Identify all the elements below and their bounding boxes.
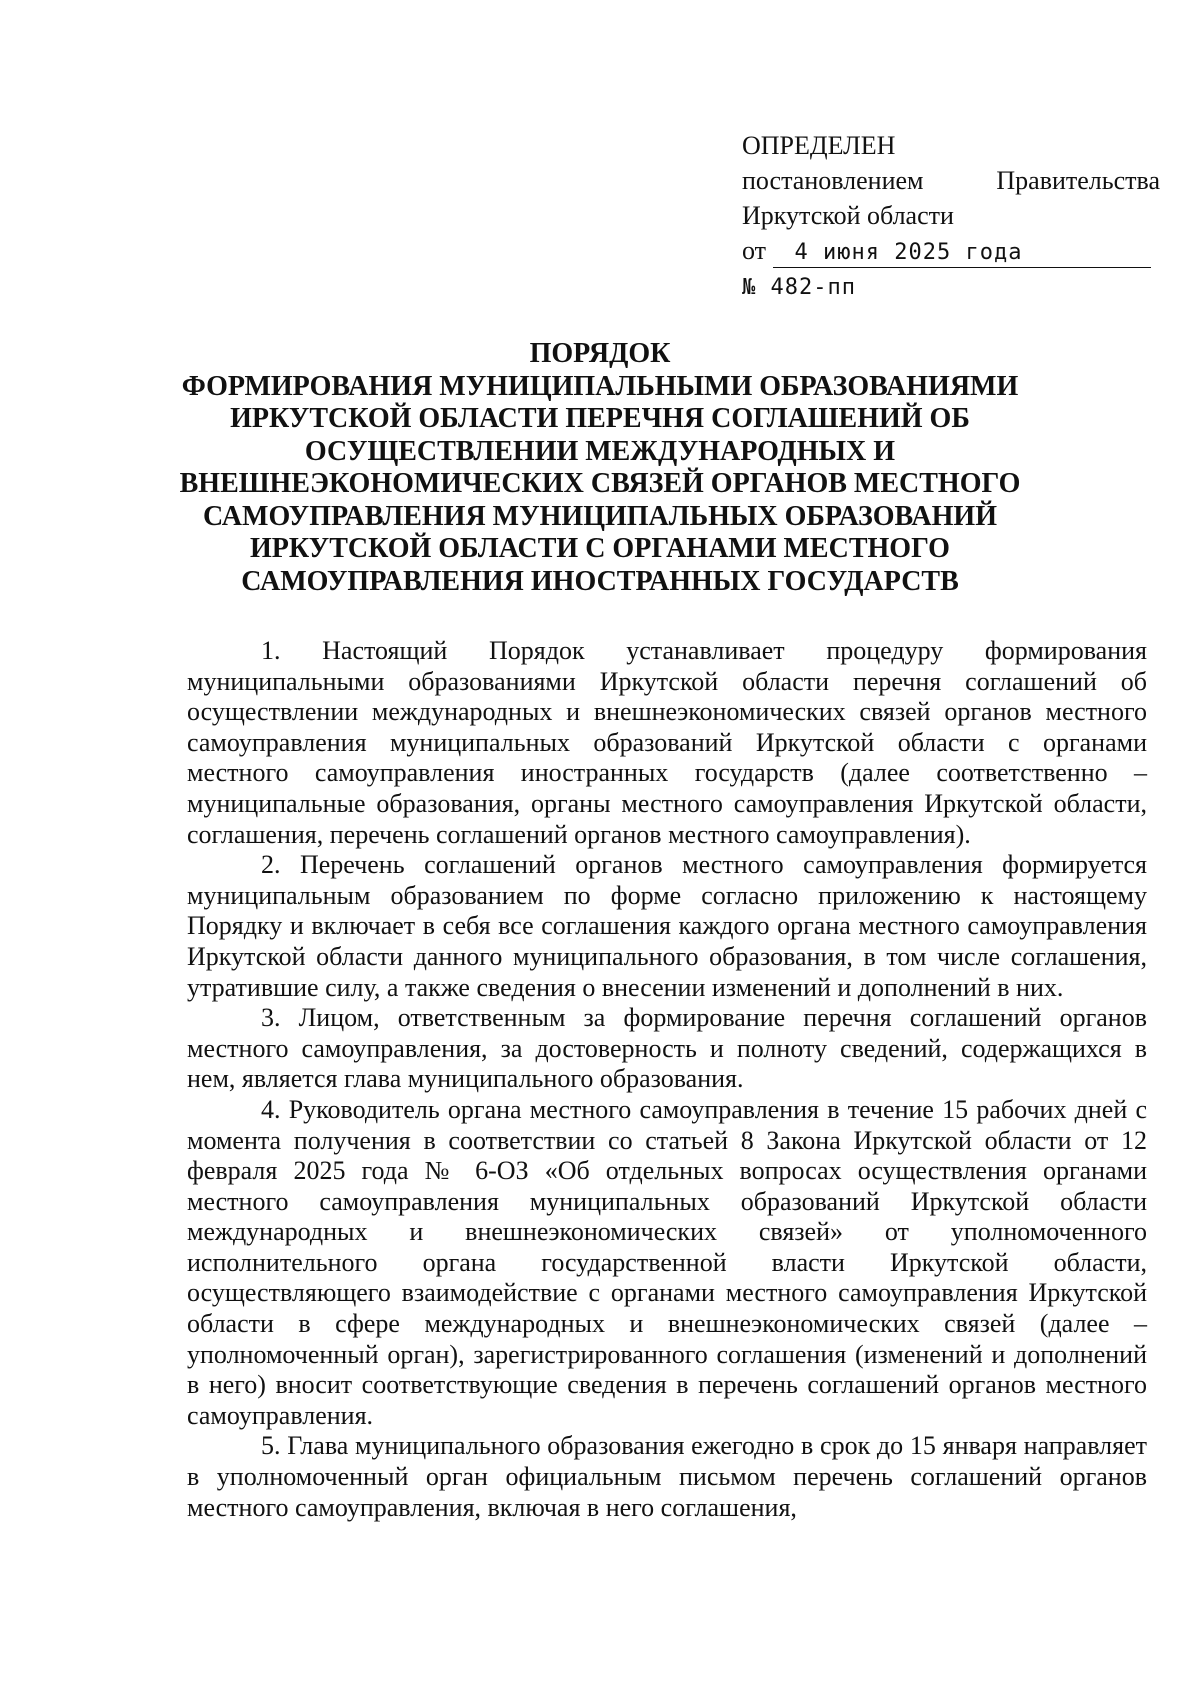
approval-block: [742, 128, 1162, 305]
approval-date-line: [742, 233, 1162, 268]
paragraph-1: 1. Настоящий Порядок устанавливает процедуру формирования муниципальными образованиями Иркутской области перечня соглашений об осуществлении международных и внешнеэкономических связей органов местного самоуправления муниципальных образований Иркутской области с органами местного самоуправления иностранных государств (далее соответственно – муниципальные образования, органы местного самоуправления Иркутской области, соглашения, перечень соглашений органов местного самоуправления).: [187, 636, 1147, 849]
title-line: ВНЕШНЕЭКОНОМИЧЕСКИХ СВЯЗЕЙ ОРГАНОВ МЕСТНОГО: [179, 468, 1021, 499]
title-line: ОСУЩЕСТВЛЕНИИ МЕЖДУНАРОДНЫХ И: [304, 435, 896, 467]
approval-region: Иркутской области: [742, 201, 954, 230]
title-line: ИРКУТСКОЙ ОБЛАСТИ С ОРГАНАМИ МЕСТНОГО: [250, 533, 950, 564]
approval-determined: ОПРЕДЕЛЕН: [742, 131, 896, 160]
paragraph-2: 2. Перечень соглашений органов местного самоуправления формируется муниципальным образованием по форме согласно приложению к настоящему Порядку и включает в себя все соглашения каждого органа местного самоуправления Иркутской области данного муниципального образования, в том числе соглашения, утратившие силу, а также сведения о внесении изменений и дополнений в них.: [187, 850, 1147, 1002]
document-title: [100, 338, 1100, 598]
document-body: [187, 636, 1147, 1523]
paragraph-5: 5. Глава муниципального образования ежегодно в срок до 15 января направляет в уполномоченный орган официальным письмом перечень соглашений органов местного самоуправления, включая в него соглашения,: [187, 1431, 1147, 1522]
approval-date: 4 июня 2025 года: [773, 239, 1151, 268]
approval-by-resolution: постановлением: [742, 166, 924, 195]
paragraph-3: 3. Лицом, ответственным за формирование перечня соглашений органов местного самоуправления, за достоверность и полноту сведений, содержащихся в нем, является глава муниципального образования.: [187, 1003, 1147, 1094]
approval-number: № 482-пп: [742, 275, 856, 300]
title-line: САМОУПРАВЛЕНИЯ ИНОСТРАННЫХ ГОСУДАРСТВ: [241, 565, 959, 597]
title-line: ПОРЯДОК: [529, 338, 671, 369]
title-line: САМОУПРАВЛЕНИЯ МУНИЦИПАЛЬНЫХ ОБРАЗОВАНИЙ: [202, 500, 997, 532]
title-line: ФОРМИРОВАНИЯ МУНИЦИПАЛЬНЫМИ ОБРАЗОВАНИЯМИ: [181, 370, 1019, 402]
paragraph-4: 4. Руководитель органа местного самоуправления в течение 15 рабочих дней с момента получения в соответствии со статьей 8 Закона Иркутской области от 12 февраля 2025 года № 6-ОЗ «Об отдельных вопросах осуществления органами местного самоуправления муниципальных образований Иркутской области международных и внешнеэкономических связей» от уполномоченного исполнительного органа государственной власти Иркутской области, осуществляющего взаимодействие с органами местного самоуправления Иркутской области в сфере международных и внешнеэкономических связей (далее – уполномоченный орган), зарегистрированного соглашения (изменений и дополнений в него) вносит соответствующие сведения в перечень соглашений органов местного самоуправления.: [187, 1094, 1147, 1430]
approval-from-label: от: [742, 236, 767, 265]
title-line: ИРКУТСКОЙ ОБЛАСТИ ПЕРЕЧНЯ СОГЛАШЕНИЙ ОБ: [230, 403, 970, 434]
approval-resolution-line: [742, 163, 1160, 198]
approval-government: Правительства: [996, 166, 1160, 195]
